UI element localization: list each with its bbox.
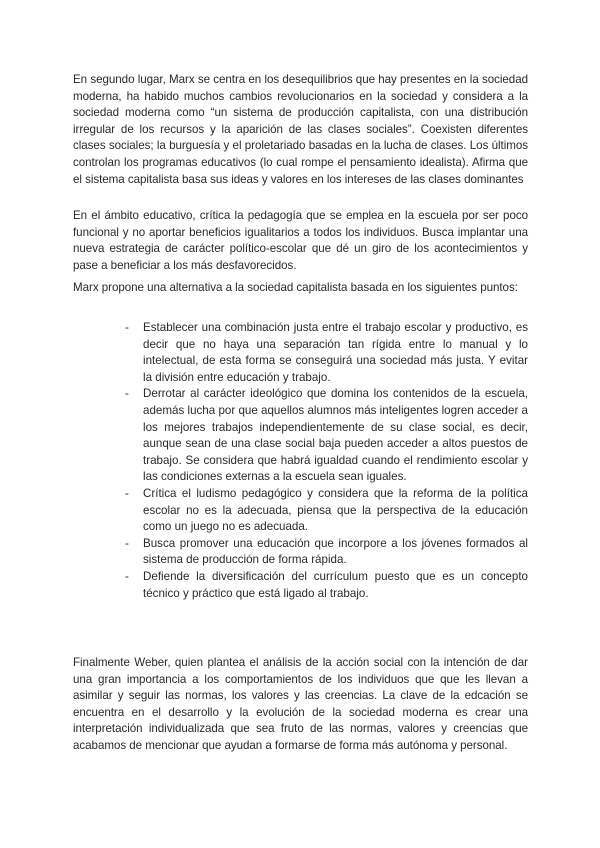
list-item xyxy=(73,486,528,536)
paragraph-weber: Finalmente Weber, quien plantea el análisis de la acción social con la intención de dar una gran importancia a los comportamientos de los individuos que que les llevan a asimilar y seguir las normas, los valores y las creencias. La clave de la edcación se encuentra en el desarrollo y la evolución de la sociedad moderna es crear una interpretación individualizada que sea fruto de las normas, valores y creencias que acabamos de mencionar que ayudan a formarse de forma más autónoma y personal. xyxy=(73,656,528,752)
list-item xyxy=(73,536,528,569)
bullet-list xyxy=(73,320,528,602)
paragraph-educational-scope: En el ámbito educativo, crítica la pedagogía que se emplea en la escuela por ser poco funcional y no aportar beneficios igualitarios a todos los individuos. Busca implantar una nueva estrategia de carácter político-escolar que dé un giro de los acontecimientos y pase a beneficiar a los más desfavorecidos. xyxy=(73,209,528,272)
paragraph-marx-alternative: Marx propone una alternativa a la sociedad capitalista basada en los siguientes puntos: xyxy=(73,281,518,294)
list-item xyxy=(73,569,528,602)
list-item-text: Busca promover una educación que incorpore a los jóvenes formados al sistema de producción de forma rápida. xyxy=(143,536,528,567)
bullet-dash: - xyxy=(125,536,129,550)
list-item-text: Derrotar al carácter ideológico que domina los contenidos de la escuela, además lucha por que aquellos alumnos más inteligentes logren acceder a los mejores trabajos independientemente de su clase social, es decir, aunque sean de una clase social baja pueden acceder a altos puestos de trabajo. Se considera que habrá igualdad cuando el rendimiento escolar y las condiciones externas a la escuela sean iguales. xyxy=(143,387,528,484)
bullet-dash: - xyxy=(125,387,129,401)
bullet-dash: - xyxy=(125,486,129,500)
bullet-dash: - xyxy=(125,569,129,583)
paragraph-marx-intro: En segundo lugar, Marx se centra en los desequilibrios que hay presentes en la sociedad moderna, ha habido muchos cambios revolucionarios en la sociedad y considera a la sociedad moderna como “un sistema de producción capitalista, con una distribución irregular de los recursos y la aparición de las clases sociales”. Coexisten diferentes clases sociales; la burguesía y el proletariado basadas en la lucha de clases. Los últimos controlan los programas educativos (lo cual rompe el pensamiento idealista). Afirma que el sistema capitalista basa sus ideas y valores en los intereses de las clases dominantes xyxy=(73,73,528,186)
list-item-text: Establecer una combinación justa entre el trabajo escolar y productivo, es decir que no haya una separación tan rígida entre lo manual y lo intelectual, de esta forma se conseguirá una sociedad más justa. Y evitar la división entre educación y trabajo. xyxy=(143,321,528,384)
list-item-text: Crítica el ludismo pedagógico y considera que la reforma de la política escolar no es la adecuada, piensa que la perspectiva de la educación como un juego no es adecuada. xyxy=(143,486,528,534)
list-item xyxy=(73,386,528,486)
bullet-dash: - xyxy=(125,321,129,334)
list-item-text: Defiende la diversificación del currículum puesto que es un concepto técnico y práctico que está ligado al trabajo. xyxy=(143,569,528,600)
list-item xyxy=(73,320,528,386)
